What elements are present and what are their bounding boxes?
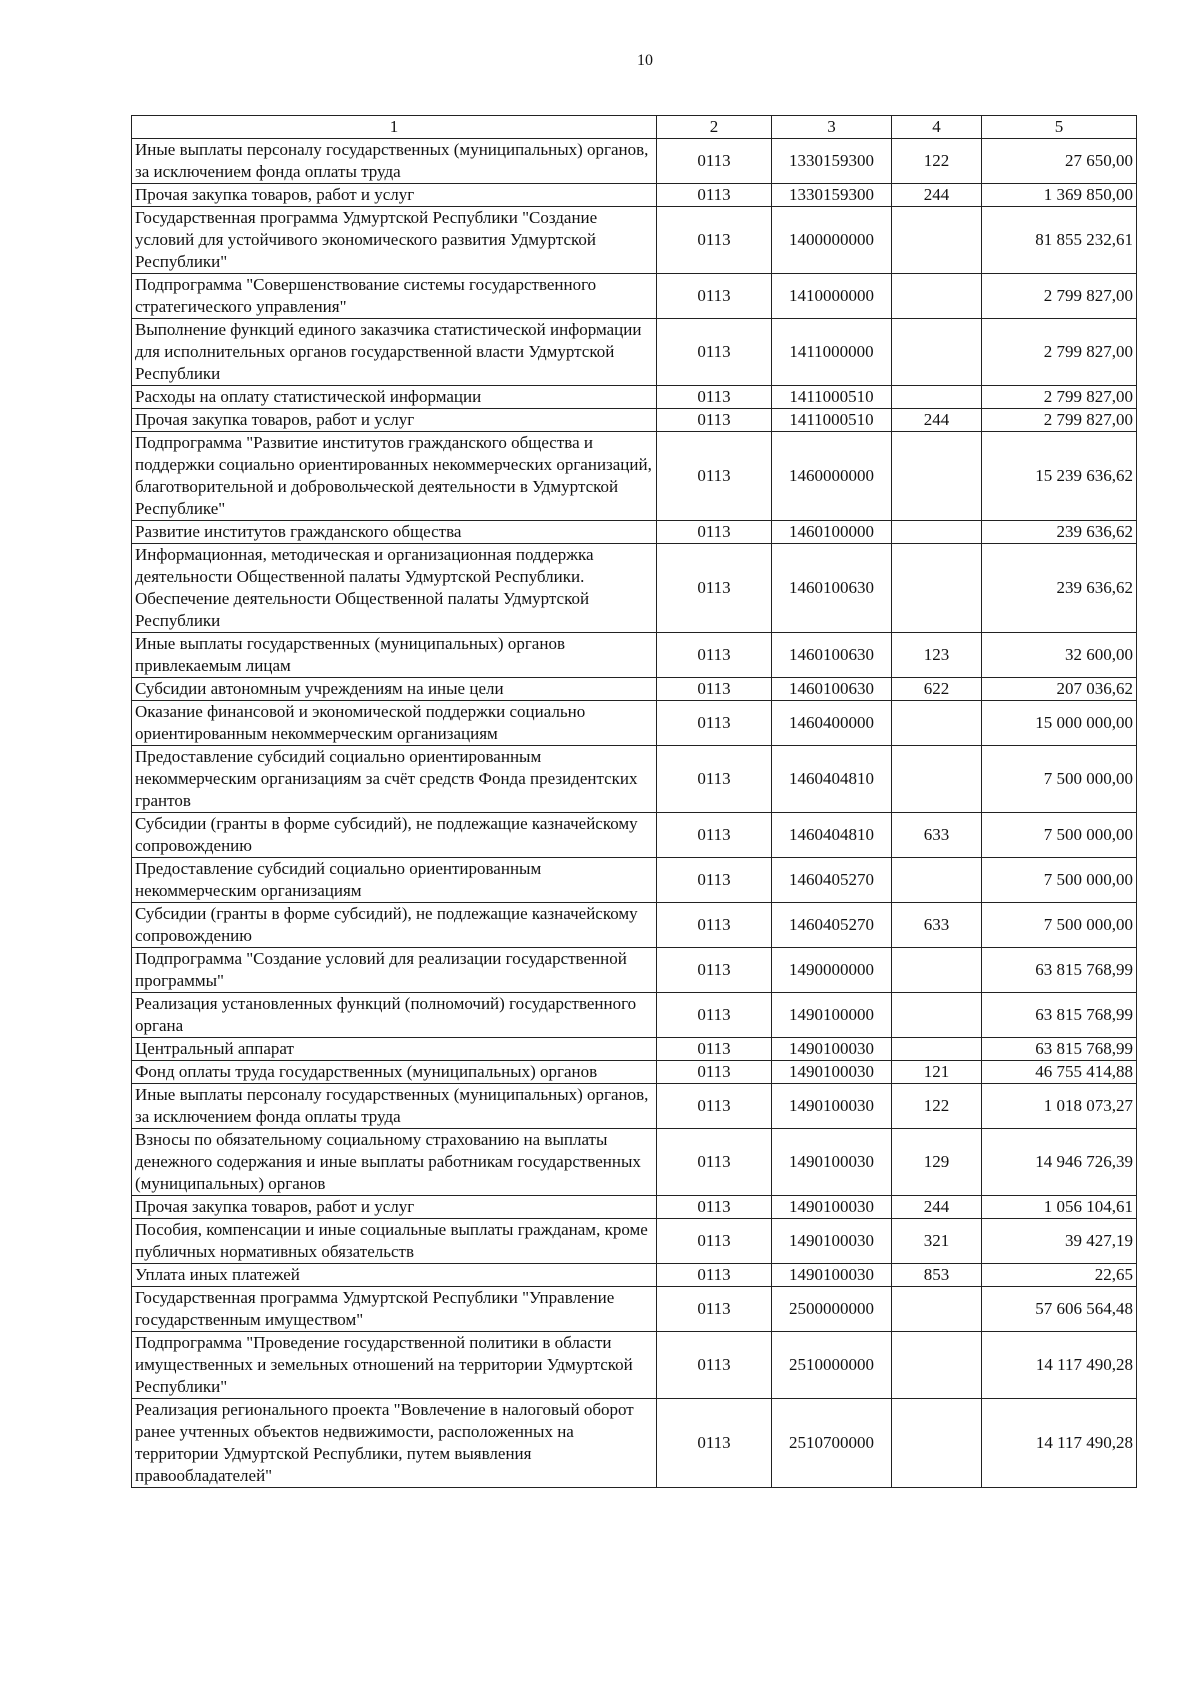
row-expense-cell: 122 [892,139,982,184]
row-section-cell: 0113 [657,1219,772,1264]
row-target-cell: 1330159300 [772,184,892,207]
row-section-cell: 0113 [657,184,772,207]
table-row [132,386,1137,409]
row-name-cell: Выполнение функций единого заказчика статистической информации для исполнительных органов государственной власти Удмуртской Республики [132,319,657,386]
table-row [132,1196,1137,1219]
row-name-cell: Оказание финансовой и экономической поддержки социально ориентированным некоммерческим организациям [132,701,657,746]
table-row [132,207,1137,274]
row-target-cell: 1490100030 [772,1264,892,1287]
row-section-cell: 0113 [657,409,772,432]
row-amount-cell: 14 117 490,28 [982,1332,1137,1399]
row-target-cell: 1460100630 [772,544,892,633]
row-section-cell: 0113 [657,746,772,813]
row-section-cell: 0113 [657,1332,772,1399]
table-row [132,544,1137,633]
row-expense-cell: 622 [892,678,982,701]
row-expense-cell [892,521,982,544]
row-section-cell: 0113 [657,678,772,701]
row-amount-cell: 15 000 000,00 [982,701,1137,746]
row-amount-cell: 22,65 [982,1264,1137,1287]
row-amount-cell: 14 946 726,39 [982,1129,1137,1196]
row-amount-cell: 46 755 414,88 [982,1061,1137,1084]
row-section-cell: 0113 [657,1399,772,1488]
table-row [132,1332,1137,1399]
row-name-cell: Иные выплаты персоналу государственных (муниципальных) органов, за исключением фонда оплаты труда [132,139,657,184]
table-row [132,409,1137,432]
table-row [132,1399,1137,1488]
header-col-4: 4 [892,116,982,139]
row-name-cell: Реализация регионального проекта "Вовлечение в налоговый оборот ранее учтенных объектов недвижимости, расположенных на территории Удмуртской Республики, путем выявления правообладателей" [132,1399,657,1488]
row-target-cell: 1411000000 [772,319,892,386]
table-row [132,813,1137,858]
row-amount-cell: 7 500 000,00 [982,858,1137,903]
row-name-cell: Государственная программа Удмуртской Республики "Создание условий для устойчивого экономического развития Удмуртской Республики" [132,207,657,274]
row-amount-cell: 207 036,62 [982,678,1137,701]
row-expense-cell [892,1332,982,1399]
row-expense-cell [892,701,982,746]
row-target-cell: 1460404810 [772,746,892,813]
row-amount-cell: 1 369 850,00 [982,184,1137,207]
table-row [132,1084,1137,1129]
row-name-cell: Субсидии (гранты в форме субсидий), не подлежащие казначейскому сопровождению [132,813,657,858]
row-target-cell: 1460100630 [772,678,892,701]
row-section-cell: 0113 [657,521,772,544]
row-expense-cell [892,1399,982,1488]
row-target-cell: 1460000000 [772,432,892,521]
table-row [132,1287,1137,1332]
row-section-cell: 0113 [657,1084,772,1129]
table-row [132,948,1137,993]
row-expense-cell: 129 [892,1129,982,1196]
row-expense-cell [892,432,982,521]
row-amount-cell: 2 799 827,00 [982,319,1137,386]
row-target-cell: 1490100030 [772,1061,892,1084]
row-name-cell: Прочая закупка товаров, работ и услуг [132,184,657,207]
row-section-cell: 0113 [657,948,772,993]
row-name-cell: Предоставление субсидий социально ориентированным некоммерческим организациям за счёт средств Фонда президентских грантов [132,746,657,813]
page-number: 10 [637,52,653,69]
row-expense-cell: 633 [892,903,982,948]
row-target-cell: 1460405270 [772,858,892,903]
row-name-cell: Реализация установленных функций (полномочий) государственного органа [132,993,657,1038]
header-col-1: 1 [132,116,657,139]
row-target-cell: 1490100000 [772,993,892,1038]
row-expense-cell: 244 [892,409,982,432]
row-name-cell: Фонд оплаты труда государственных (муниципальных) органов [132,1061,657,1084]
row-expense-cell: 244 [892,184,982,207]
row-name-cell: Центральный аппарат [132,1038,657,1061]
row-section-cell: 0113 [657,319,772,386]
row-amount-cell: 1 056 104,61 [982,1196,1137,1219]
row-amount-cell: 39 427,19 [982,1219,1137,1264]
row-name-cell: Государственная программа Удмуртской Республики "Управление государственным имуществом" [132,1287,657,1332]
table-row [132,858,1137,903]
table-row [132,1219,1137,1264]
row-expense-cell [892,993,982,1038]
row-section-cell: 0113 [657,1038,772,1061]
row-section-cell: 0113 [657,813,772,858]
row-amount-cell: 32 600,00 [982,633,1137,678]
row-target-cell: 1490100030 [772,1084,892,1129]
row-section-cell: 0113 [657,1061,772,1084]
row-section-cell: 0113 [657,139,772,184]
row-expense-cell: 121 [892,1061,982,1084]
row-name-cell: Подпрограмма "Развитие институтов гражданского общества и поддержки социально ориентированных некоммерческих организаций, благотворительной и добровольческой деятельности в Удмуртской Республике" [132,432,657,521]
row-expense-cell [892,544,982,633]
row-target-cell: 1490000000 [772,948,892,993]
row-expense-cell [892,207,982,274]
row-amount-cell: 7 500 000,00 [982,813,1137,858]
row-target-cell: 1490100030 [772,1129,892,1196]
row-expense-cell [892,386,982,409]
row-name-cell: Субсидии автономным учреждениям на иные цели [132,678,657,701]
row-section-cell: 0113 [657,432,772,521]
row-name-cell: Пособия, компенсации и иные социальные выплаты гражданам, кроме публичных нормативных обязательств [132,1219,657,1264]
row-section-cell: 0113 [657,274,772,319]
header-col-2: 2 [657,116,772,139]
row-section-cell: 0113 [657,633,772,678]
row-name-cell: Прочая закупка товаров, работ и услуг [132,409,657,432]
row-target-cell: 1400000000 [772,207,892,274]
row-name-cell: Развитие институтов гражданского общества [132,521,657,544]
row-amount-cell: 239 636,62 [982,521,1137,544]
table-row [132,633,1137,678]
row-amount-cell: 239 636,62 [982,544,1137,633]
row-name-cell: Иные выплаты государственных (муниципальных) органов привлекаемым лицам [132,633,657,678]
row-target-cell: 1411000510 [772,386,892,409]
row-amount-cell: 57 606 564,48 [982,1287,1137,1332]
row-section-cell: 0113 [657,1287,772,1332]
row-target-cell: 1490100030 [772,1196,892,1219]
row-expense-cell: 122 [892,1084,982,1129]
row-section-cell: 0113 [657,1196,772,1219]
row-amount-cell: 15 239 636,62 [982,432,1137,521]
header-row [132,116,1137,139]
row-target-cell: 1460405270 [772,903,892,948]
row-expense-cell: 321 [892,1219,982,1264]
row-name-cell: Подпрограмма "Создание условий для реализации государственной программы" [132,948,657,993]
row-amount-cell: 2 799 827,00 [982,386,1137,409]
row-section-cell: 0113 [657,993,772,1038]
row-target-cell: 1460404810 [772,813,892,858]
table-row [132,1038,1137,1061]
row-section-cell: 0113 [657,1129,772,1196]
row-name-cell: Субсидии (гранты в форме субсидий), не подлежащие казначейскому сопровождению [132,903,657,948]
row-target-cell: 1460100000 [772,521,892,544]
row-amount-cell: 2 799 827,00 [982,274,1137,319]
row-amount-cell: 63 815 768,99 [982,1038,1137,1061]
row-amount-cell: 81 855 232,61 [982,207,1137,274]
row-target-cell: 2510000000 [772,1332,892,1399]
row-section-cell: 0113 [657,207,772,274]
table-body [132,139,1137,1488]
row-name-cell: Информационная, методическая и организационная поддержка деятельности Общественной палаты Удмуртской Республики. Обеспечение деятельности Общественной палаты Удмуртской Республики [132,544,657,633]
row-expense-cell: 244 [892,1196,982,1219]
row-target-cell: 1330159300 [772,139,892,184]
row-name-cell: Уплата иных платежей [132,1264,657,1287]
table-row [132,701,1137,746]
row-target-cell: 1460100630 [772,633,892,678]
table-row [132,903,1137,948]
row-section-cell: 0113 [657,858,772,903]
row-amount-cell: 7 500 000,00 [982,903,1137,948]
row-target-cell: 1411000510 [772,409,892,432]
row-expense-cell [892,319,982,386]
row-expense-cell [892,858,982,903]
row-amount-cell: 1 018 073,27 [982,1084,1137,1129]
budget-table [131,115,1137,1488]
table-row [132,1264,1137,1287]
row-expense-cell [892,274,982,319]
row-expense-cell [892,1038,982,1061]
table-row [132,746,1137,813]
row-section-cell: 0113 [657,903,772,948]
row-target-cell: 2510700000 [772,1399,892,1488]
row-expense-cell: 123 [892,633,982,678]
row-amount-cell: 63 815 768,99 [982,948,1137,993]
row-amount-cell: 2 799 827,00 [982,409,1137,432]
row-target-cell: 1490100030 [772,1219,892,1264]
row-name-cell: Расходы на оплату статистической информации [132,386,657,409]
row-name-cell: Иные выплаты персоналу государственных (муниципальных) органов, за исключением фонда оплаты труда [132,1084,657,1129]
row-expense-cell: 633 [892,813,982,858]
row-name-cell: Прочая закупка товаров, работ и услуг [132,1196,657,1219]
table-row [132,274,1137,319]
row-target-cell: 1410000000 [772,274,892,319]
header-col-3: 3 [772,116,892,139]
row-amount-cell: 63 815 768,99 [982,993,1137,1038]
row-name-cell: Взносы по обязательному социальному страхованию на выплаты денежного содержания и иные выплаты работникам государственных (муниципальных) органов [132,1129,657,1196]
row-amount-cell: 14 117 490,28 [982,1399,1137,1488]
row-expense-cell: 853 [892,1264,982,1287]
row-section-cell: 0113 [657,386,772,409]
header-col-5: 5 [982,116,1137,139]
table-row [132,184,1137,207]
table-row [132,678,1137,701]
row-expense-cell [892,948,982,993]
row-target-cell: 1460400000 [772,701,892,746]
row-section-cell: 0113 [657,1264,772,1287]
table-row [132,1129,1137,1196]
row-amount-cell: 7 500 000,00 [982,746,1137,813]
row-target-cell: 1490100030 [772,1038,892,1061]
table-row [132,521,1137,544]
table-row [132,319,1137,386]
row-amount-cell: 27 650,00 [982,139,1137,184]
table-row [132,993,1137,1038]
table-row [132,432,1137,521]
row-name-cell: Подпрограмма "Проведение государственной политики в области имущественных и земельных отношений на территории Удмуртской Республики" [132,1332,657,1399]
row-expense-cell [892,746,982,813]
table-row [132,1061,1137,1084]
row-name-cell: Подпрограмма "Совершенствование системы государственного стратегического управления" [132,274,657,319]
row-name-cell: Предоставление субсидий социально ориентированным некоммерческим организациям [132,858,657,903]
row-target-cell: 2500000000 [772,1287,892,1332]
row-expense-cell [892,1287,982,1332]
table-row [132,139,1137,184]
row-section-cell: 0113 [657,544,772,633]
row-section-cell: 0113 [657,701,772,746]
